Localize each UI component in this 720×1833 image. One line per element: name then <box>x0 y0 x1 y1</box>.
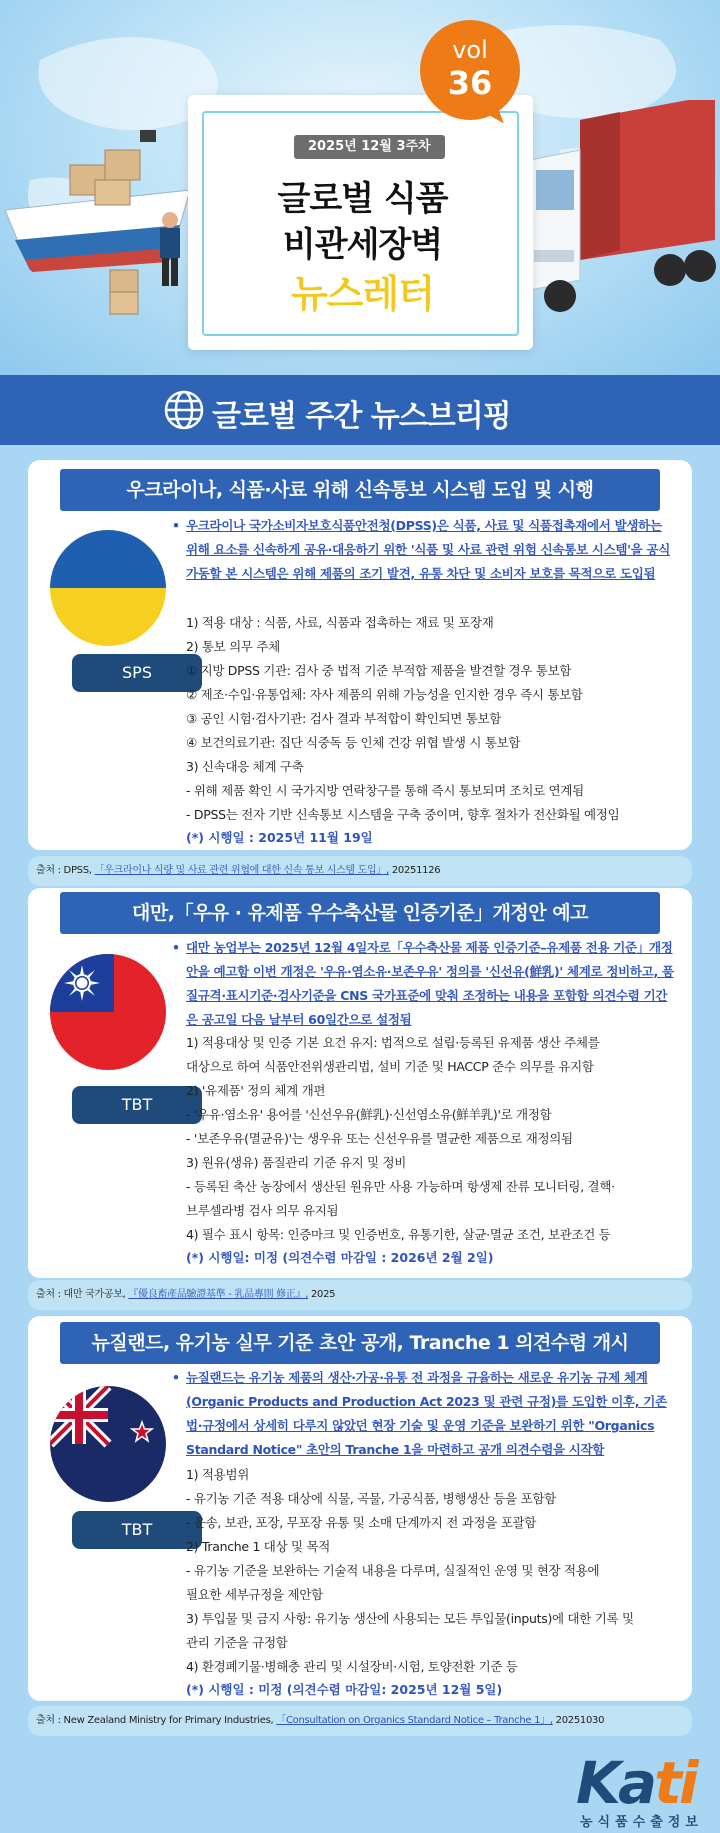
list-item: 1) 적용대상 및 인증 기본 요건 유지: 법적으로 설립·등록된 유제품 생산 주체를 <box>186 1035 600 1050</box>
list-item: - '우유·염소유' 용어를 '신선우유(鮮乳)·신선염소유(鮮羊乳)'로 개정함 <box>186 1107 552 1122</box>
list-item: 1) 적용범위 <box>186 1467 250 1482</box>
truck-illustration <box>520 100 720 320</box>
effective-date-note: (*) 시행일 : 2025년 11월 19일 <box>186 830 373 845</box>
list-item: - 위해 제품 확인 시 국가지방 연락창구를 통해 즉시 통보되며 조치로 연계됨 <box>186 783 584 798</box>
source-line <box>28 1706 692 1736</box>
category-tag: TBT <box>72 1086 202 1124</box>
title-line-2: 비관세장벽 <box>282 225 443 265</box>
new-zealand-flag-icon <box>50 1386 166 1502</box>
title-card-frame <box>202 111 519 336</box>
list-item: ② 제조·수입·유통업체: 자사 제품의 위해 가능성을 인지한 경우 즉시 통보함 <box>186 687 583 702</box>
effective-date-note: (*) 시행일 : 미정 (의견수렴 마감일: 2025년 12월 5일) <box>186 1682 503 1697</box>
title-line-3: 뉴스레터 <box>291 272 434 316</box>
list-item: 2) Tranche 1 대상 및 목적 <box>186 1539 331 1554</box>
logo-subtitle: 농식품수출정보 <box>580 1815 703 1830</box>
article-lead[interactable]: • 대만 농업부는 2025년 12월 4일자로「우수축산물 제품 인증기준–유제품 전용 기준」개정안을 예고함 이번 개정은 '우유·염소유·보존우유' 정의를 '신선유(鮮乳)' 체계로 정비하고, 품질규격·표시기준·검사기준을 CNS 국가표준에 맞춰 조정하는 내용을 포함함 의견수렴 기간은 공고일 다음 날부터 60일간으로 설정됨 <box>186 936 676 1032</box>
list-item: ① 지방 DPSS 기관: 검사 중 법적 기준 부적합 제품을 발견할 경우 통보함 <box>186 663 572 678</box>
article-title: 뉴질랜드, 유기농 실무 기준 초안 공개, Tranche 1 의견수렴 개시 <box>60 1322 660 1364</box>
source-line <box>28 1280 692 1310</box>
list-item: 1) 적용 대상 : 식품, 사료, 식품과 접촉하는 재료 및 포장재 <box>186 615 494 630</box>
volume-badge <box>420 20 520 120</box>
article-title: 우크라이나, 식품·사료 위해 신속통보 시스템 도입 및 시행 <box>60 469 660 511</box>
article-title: 대만,「우유 · 유제품 우수축산물 인증기준」개정안 예고 <box>60 892 660 934</box>
taiwan-flag-icon <box>50 954 166 1070</box>
list-item: - '보존우유(멸균유)'는 생우유 또는 신선우유를 멸균한 제품으로 재정의됨 <box>186 1131 573 1146</box>
source-prefix: 출처 : DPSS, <box>36 865 92 876</box>
source-prefix: 출처 : New Zealand Ministry for Primary Industries, <box>36 1715 274 1726</box>
issue-date: 2025년 12월 3주차 <box>294 135 445 159</box>
category-tag: TBT <box>72 1511 202 1549</box>
source-suffix: 2025 <box>308 1289 336 1300</box>
source-prefix: 출처 : 대만 국가공보, <box>36 1289 126 1300</box>
source-link[interactable]: 『優良畜產品驗證基準 - 乳品專則 修正』, <box>128 1289 309 1300</box>
logo-wordmark <box>576 1749 696 1817</box>
worker-illustration <box>150 210 190 290</box>
hero-banner <box>0 0 720 375</box>
source-link[interactable]: 「우크라이나 식량 및 사료 관련 위협에 대한 신속 통보 시스템 도입」, <box>94 865 389 876</box>
list-item: 3) 원유(생유) 품질관리 기준 유지 및 정비 <box>186 1155 407 1170</box>
effective-date-note: (*) 시행일: 미정 (의견수렴 마감일 : 2026년 2월 2일) <box>186 1250 494 1265</box>
title-line-1: 글로벌 식품 <box>277 179 448 219</box>
source-line <box>28 856 692 886</box>
source-suffix: 20251030 <box>552 1715 605 1726</box>
list-item: 관리 기준을 규정함 <box>186 1635 288 1650</box>
list-item: 필요한 세부규정을 제안함 <box>186 1587 323 1602</box>
list-item: - 운송, 보관, 포장, 무포장 유통 및 소매 단계까지 전 과정을 포괄함 <box>186 1515 537 1530</box>
list-item: - DPSS는 전자 기반 신속통보 시스템을 구축 중이며, 향후 절차가 전산화될 예정임 <box>186 807 620 822</box>
list-item: - 유기농 기준을 보완하는 기술적 내용을 다루며, 실질적인 운영 및 현장 적용에 <box>186 1563 600 1578</box>
ukraine-flag-icon <box>50 530 166 646</box>
list-item: 2) 통보 의무 주체 <box>186 639 280 654</box>
source-link[interactable]: 「Consultation on Organics Standard Notice – Tranche 1」, <box>276 1715 553 1726</box>
globe-icon <box>163 389 205 431</box>
logo-word-a: Ka <box>576 1749 655 1817</box>
list-item: - 유기농 기준 적용 대상에 식물, 곡물, 가공식품, 병행생산 등을 포함함 <box>186 1491 556 1506</box>
list-item: 3) 투입물 및 금지 사항: 유기농 생산에 사용되는 모든 투입물(inputs)에 대한 기록 및 <box>186 1611 634 1626</box>
article-card-new-zealand <box>28 1316 692 1701</box>
title-card <box>188 95 533 350</box>
article-card-taiwan <box>28 888 692 1278</box>
list-item: 대상으로 하여 식품안전위생관리법, 설비 기준 및 HACCP 준수 의무를 유지함 <box>186 1059 594 1074</box>
logo-word-b: ti <box>654 1749 696 1817</box>
list-item: 3) 신속대응 체계 구축 <box>186 759 304 774</box>
list-item: - 등록된 축산 농장에서 생산된 원유만 사용 가능하며 항생제 잔류 모니터링, 결핵· <box>186 1179 615 1194</box>
category-tag: SPS <box>72 654 202 692</box>
kati-logo <box>572 1749 712 1830</box>
boxes-illustration <box>105 265 145 320</box>
volume-number: 36 <box>447 64 493 102</box>
article-card-ukraine <box>28 460 692 850</box>
list-item: 4) 필수 표시 항목: 인증마크 및 인증번호, 유통기한, 살균·멸균 조건, 보관조건 등 <box>186 1227 611 1242</box>
volume-label: vol <box>452 36 488 64</box>
list-item: 2) '유제품' 정의 체계 개편 <box>186 1083 326 1098</box>
article-lead[interactable]: • 뉴질랜드는 유기농 제품의 생산·가공·유통 전 과정을 규율하는 새로운 유기농 규제 체계(Organic Products and Production Act 2023 및 관련 규정)를 도입한 이후, 기존 법·규정에서 상세히 다루지 않았던 현장 기술 및 운영 기준을 보완하기 위한 "Organics Standard Notice" 초안의 Tranche 1을 마련하고 공개 의견수렴을 시작함 <box>186 1366 676 1462</box>
list-item: 브루셀라병 검사 의무 유지됨 <box>186 1203 339 1218</box>
article-lead[interactable]: • 우크라이나 국가소비자보호식품안전청(DPSS)은 식품, 사료 및 식품접촉재에서 발생하는 위해 요소를 신속하게 공유·대응하기 위한 '식품 및 사료 관련 위험 신속통보 시스템'을 공식 가동할 본 시스템은 위해 제품의 조기 발견, 유통 차단 및 소비자 보호를 목적으로 도입됨 <box>186 514 676 586</box>
list-item: 4) 환경폐기물·병해충 관리 및 시설장비·시험, 토양전환 기준 등 <box>186 1659 518 1674</box>
list-item: ④ 보건의료기관: 집단 식중독 등 인체 건강 위협 발생 시 통보함 <box>186 735 521 750</box>
list-item: ③ 공인 시험·검사기관: 검사 결과 부적합이 확인되면 통보함 <box>186 711 502 726</box>
briefing-title: 글로벌 주간 뉴스브리핑 <box>212 399 511 434</box>
briefing-bar <box>0 375 720 445</box>
source-suffix: 20251126 <box>388 865 441 876</box>
